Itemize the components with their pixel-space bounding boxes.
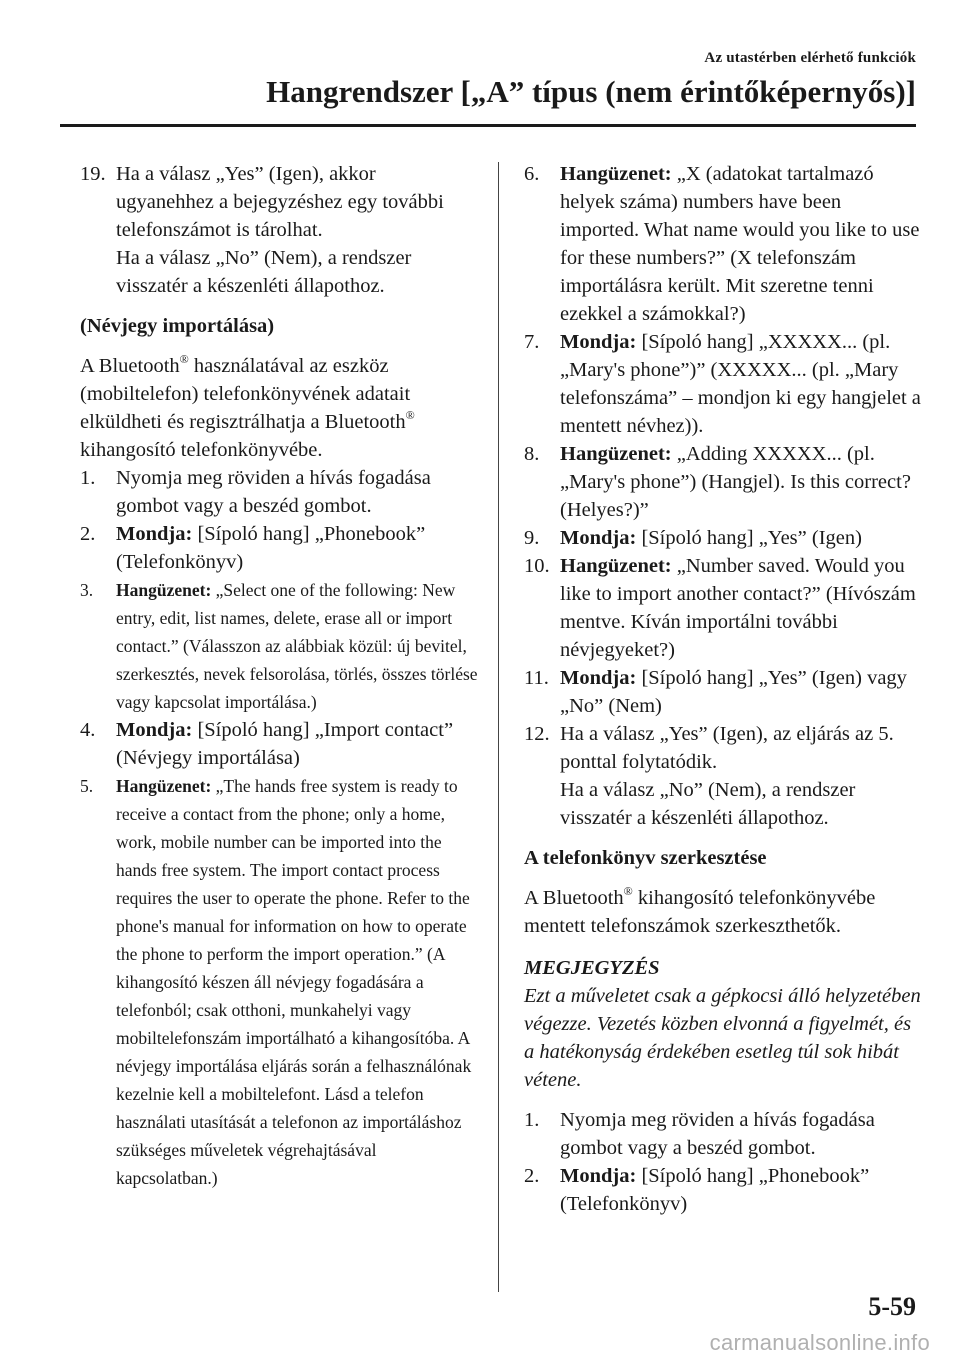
step-text: [Sípoló hang] „Phonebook” (Telefonkönyv): [116, 523, 426, 573]
step-label: Hangüzenet:: [116, 776, 212, 796]
step-number: 12.: [524, 723, 550, 745]
step-item: [80, 772, 478, 1192]
registered-mark: ®: [405, 408, 415, 423]
step-text: „Number saved. Would you like to import another contact?” (Hívószám mentve. Kíván importálni további névjegyeket?): [560, 555, 916, 661]
step-text: [Sípoló hang] „Yes” (Igen): [636, 527, 862, 549]
header-rule: [60, 124, 916, 127]
step-item: [524, 552, 924, 664]
step-item: [524, 328, 924, 440]
step-item: [524, 664, 924, 720]
step-label: Mondja:: [560, 527, 637, 549]
step-item: [80, 464, 478, 520]
step-number: 9.: [524, 527, 540, 549]
registered-mark: ®: [623, 884, 633, 899]
step-number: 6.: [524, 163, 540, 185]
step-number: 19.: [80, 163, 106, 185]
step-item: [524, 1162, 924, 1218]
step-text: Nyomja meg röviden a hívás fogadása gombot vagy a beszéd gombot.: [560, 1109, 875, 1159]
step-label: Mondja:: [560, 331, 637, 353]
note-text: Ezt a műveletet csak a gépkocsi álló helyzetében végezze. Vezetés közben elvonná a figyelmét, és a hatékonyság érdekében esetleg túl sok hibát vétene.: [524, 985, 921, 1091]
page-title: Hangrendszer [„A” típus (nem érintőképernyős)]: [266, 74, 916, 109]
step-number: 4.: [80, 719, 96, 741]
step-item: [80, 576, 478, 716]
section-header: Az utastérben elérhető funkciók: [704, 50, 916, 66]
step-number: 7.: [524, 331, 540, 353]
step-number: 2.: [80, 523, 96, 545]
step-number: 1.: [524, 1109, 540, 1131]
step-text: Ha a válasz „No” (Nem), a rendszer visszatér a készenléti állapothoz.: [116, 247, 412, 297]
step-item: [524, 1106, 924, 1162]
step-label: Mondja:: [116, 719, 193, 741]
column-divider: [498, 162, 499, 1292]
step-text: [Sípoló hang] „Import contact” (Névjegy importálása): [116, 719, 454, 769]
step-number: 8.: [524, 443, 540, 465]
step-label: Mondja:: [560, 1165, 637, 1187]
intro-paragraph: A Bluetooth® használatával az eszköz (mobiltelefon) telefonkönyvének adatait elküldheti és regisztrálhatja a Bluetooth® kihangosító telefonkönyvébe.: [80, 352, 415, 461]
step-text: [Sípoló hang] „XXXXX... (pl. „Mary's phone”)” (XXXXX... (pl. „Mary telefonszáma” – mondjon ki egy hangjelet a mentett névhez)).: [560, 331, 921, 437]
section-heading: (Névjegy importálása): [80, 315, 275, 337]
step-item: [80, 716, 478, 772]
step-item: [524, 160, 924, 328]
step-number: 11.: [524, 667, 549, 689]
step-label: Hangüzenet:: [560, 443, 672, 465]
left-column: [80, 160, 478, 1192]
watermark: carmanualsonline.info: [709, 1330, 930, 1355]
step-text: „X (adatokat tartalmazó helyek száma) numbers have been imported. What name would you like to use for these numbers?” (X telefonszám importálásra került. Mit szeretne tenni ezekkel a számokkal?): [560, 163, 920, 325]
intro-paragraph: A Bluetooth® kihangosító telefonkönyvébe mentett telefonszámok szerkeszthetők.: [524, 884, 876, 937]
note-title: MEGJEGYZÉS: [524, 957, 660, 979]
step-item: [524, 440, 924, 524]
step-text: Ha a válasz „Yes” (Igen), az eljárás az 5. ponttal folytatódik.: [560, 723, 894, 773]
step-label: Hangüzenet:: [560, 163, 672, 185]
step-label: Hangüzenet:: [116, 580, 212, 600]
step-number: 3.: [80, 580, 94, 600]
step-number: 2.: [524, 1165, 540, 1187]
step-text: Ha a válasz „Yes” (Igen), akkor ugyanehhez a bejegyzéshez egy további telefonszámot is tárolhat.: [116, 163, 444, 241]
step-text: „Adding XXXXX... (pl. „Mary's phone”) (Hangjel). Is this correct? (Helyes?)”: [560, 443, 911, 521]
step-text: [Sípoló hang] „Yes” (Igen) vagy „No” (Nem): [560, 667, 907, 717]
registered-mark: ®: [179, 352, 189, 367]
step-text: Nyomja meg röviden a hívás fogadása gombot vagy a beszéd gombot.: [116, 467, 431, 517]
section-heading: A telefonkönyv szerkesztése: [524, 847, 767, 869]
step-text: „Select one of the following: New entry, edit, list names, delete, erase all or import contact.” (Válasszon az alábbiak közül: új bevitel, szerkesztés, nevek felsorolása, törlés, összes törlése vagy kapcsolat importálása.): [116, 580, 478, 712]
step-label: Hangüzenet:: [560, 555, 672, 577]
step-number: 1.: [80, 467, 96, 489]
step-19: [80, 160, 478, 300]
step-item: [524, 524, 924, 552]
step-label: Mondja:: [116, 523, 193, 545]
page-number: 5-59: [868, 1292, 916, 1321]
step-label: Mondja:: [560, 667, 637, 689]
step-number: 10.: [524, 555, 550, 577]
step-text: [Sípoló hang] „Phonebook” (Telefonkönyv): [560, 1165, 870, 1215]
step-text: Ha a válasz „No” (Nem), a rendszer visszatér a készenléti állapothoz.: [560, 779, 856, 829]
right-column: [524, 160, 924, 1218]
step-item: [80, 520, 478, 576]
step-12: [524, 720, 924, 832]
step-text: „The hands free system is ready to receive a contact from the phone; only a home, work, mobile number can be imported into the hands free system. The import contact process requires the user to operate the phone. Refer to the phone's manual for information on how to operate the phone to perform the import operation.” (A kihangosító készen áll névjegy fogadására a telefonból; csak otthoni, munkahelyi vagy mobiltelefonszám importálható a kihangosítóba. A névjegy importálása eljárás során a felhasználónak kezelnie kell a mobiltelefont. Lásd a telefon használati utasítását a telefonon az importáláshoz szükséges műveletek végrehajtásával kapcsolatban.): [116, 776, 472, 1188]
step-number: 5.: [80, 776, 94, 796]
